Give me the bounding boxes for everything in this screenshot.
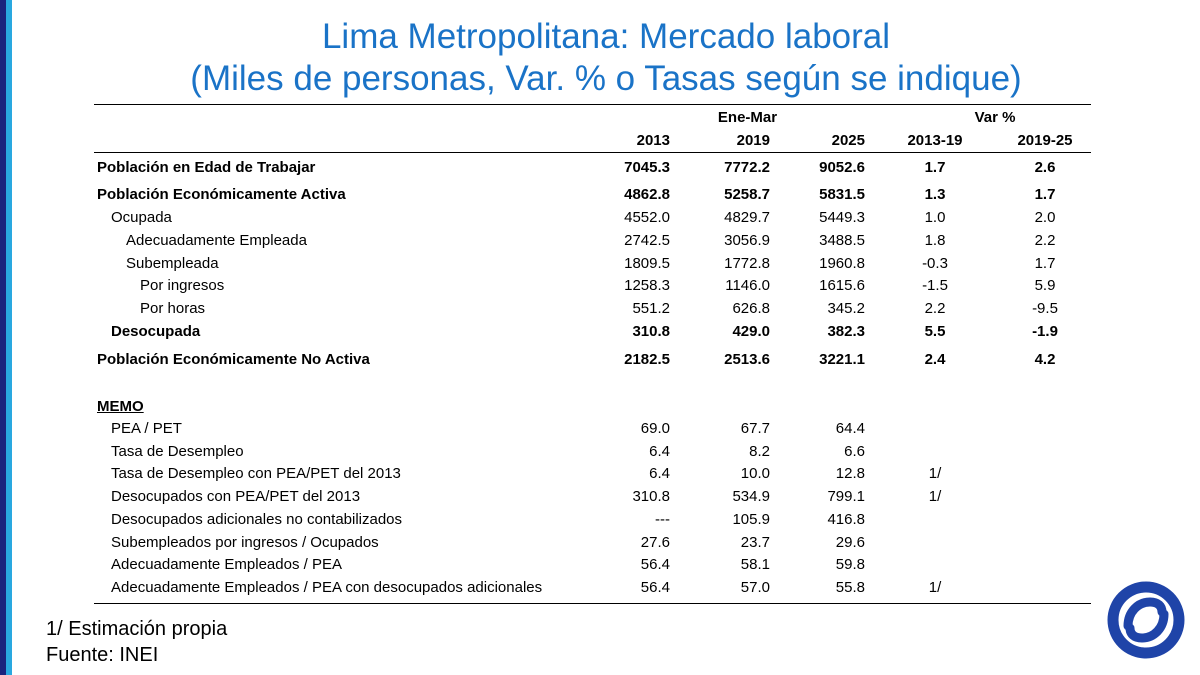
- cell: 4829.7: [724, 209, 770, 226]
- cell: 69.0: [640, 420, 670, 437]
- cell: 2.2: [924, 300, 946, 317]
- title-line-1: Lima Metropolitana: Mercado laboral: [321, 17, 891, 56]
- cell: 551.2: [632, 300, 670, 317]
- source-note: Fuente: INEI: [46, 644, 159, 666]
- cell: ---: [655, 511, 670, 528]
- cell: 2.2: [1034, 232, 1056, 249]
- row-label: Subempleada: [126, 255, 219, 272]
- row-label: Adecuadamente Empleados / PEA con desocupados adicionales: [111, 579, 543, 596]
- row-label: Población en Edad de Trabajar: [97, 159, 316, 176]
- title-line-2: (Miles de personas, Var. % o Tasas según se indique): [190, 59, 1022, 98]
- cell: 799.1: [827, 488, 865, 505]
- row-label: Desocupados con PEA/PET del 2013: [111, 488, 361, 505]
- cell: 4862.8: [624, 186, 670, 203]
- cell: 5.5: [924, 323, 946, 340]
- memo-row: [0, 463, 1200, 485]
- cell: 5449.3: [819, 209, 865, 226]
- cell: 27.6: [640, 534, 670, 551]
- cell: 58.1: [740, 556, 770, 573]
- cell: 57.0: [740, 579, 770, 596]
- row-label: Desocupada: [111, 323, 201, 340]
- row-label: PEA / PET: [111, 420, 182, 437]
- bcrp-logo-icon: [1106, 580, 1186, 660]
- cell: 1.0: [924, 209, 946, 226]
- cell: 105.9: [732, 511, 770, 528]
- cell: 1.3: [924, 186, 946, 203]
- cell: 1809.5: [624, 255, 670, 272]
- cell: 1/: [928, 488, 942, 505]
- slide-title: [12, 16, 1200, 100]
- cell: 2742.5: [624, 232, 670, 249]
- row-label: Adecuadamente Empleada: [126, 232, 307, 249]
- cell: 29.6: [835, 534, 865, 551]
- cell: 416.8: [827, 511, 865, 528]
- memo-heading-row: [0, 396, 1200, 418]
- row-label: Población Económicamente No Activa: [97, 351, 370, 368]
- cell: 2182.5: [624, 351, 670, 368]
- cell: 56.4: [640, 556, 670, 573]
- cell: 59.8: [835, 556, 865, 573]
- row-label: Tasa de Desempleo con PEA/PET del 2013: [111, 465, 401, 482]
- cell: 345.2: [827, 300, 865, 317]
- table-row: [0, 157, 1200, 179]
- cell: 67.7: [740, 420, 770, 437]
- cell: 3056.9: [724, 232, 770, 249]
- table-row: [0, 349, 1200, 371]
- cell: 64.4: [835, 420, 865, 437]
- memo-row: [0, 577, 1200, 599]
- header-col-2013: 2013: [636, 132, 670, 149]
- cell: -1.9: [1032, 323, 1058, 340]
- memo-row: [0, 441, 1200, 463]
- header-group-var: Var %: [974, 109, 1016, 126]
- table-row: [0, 207, 1200, 229]
- cell: 6.4: [649, 465, 670, 482]
- cell: 1.8: [924, 232, 946, 249]
- cell: 1615.6: [819, 277, 865, 294]
- cell: 8.2: [749, 443, 770, 460]
- cell: 1772.8: [724, 255, 770, 272]
- table-row: [0, 298, 1200, 320]
- cell: 23.7: [740, 534, 770, 551]
- table-row: [0, 230, 1200, 252]
- cell: 1960.8: [819, 255, 865, 272]
- cell: 55.8: [835, 579, 865, 596]
- memo-heading: MEMO: [97, 398, 144, 415]
- table-row: [0, 184, 1200, 206]
- cell: 2.0: [1034, 209, 1056, 226]
- cell: 2.6: [1034, 159, 1056, 176]
- table-bottom-rule: [94, 603, 1091, 604]
- cell: 12.8: [835, 465, 865, 482]
- header-col-2025: 2025: [831, 132, 865, 149]
- row-label: Población Económicamente Activa: [97, 186, 346, 203]
- cell: 1.7: [924, 159, 946, 176]
- cell: 9052.6: [819, 159, 865, 176]
- cell: 1258.3: [624, 277, 670, 294]
- cell: 3488.5: [819, 232, 865, 249]
- footnote: 1/ Estimación propia: [46, 618, 228, 640]
- cell: 3221.1: [819, 351, 865, 368]
- cell: 5258.7: [724, 186, 770, 203]
- header-group-ene-mar: Ene-Mar: [717, 109, 778, 126]
- cell: 626.8: [732, 300, 770, 317]
- cell: -1.5: [922, 277, 948, 294]
- cell: 10.0: [740, 465, 770, 482]
- cell: 6.6: [844, 443, 865, 460]
- table-row: [0, 321, 1200, 343]
- memo-row: [0, 486, 1200, 508]
- row-label: Tasa de Desempleo: [111, 443, 244, 460]
- memo-row: [0, 418, 1200, 440]
- cell: 534.9: [732, 488, 770, 505]
- memo-row: [0, 532, 1200, 554]
- cell: 1/: [928, 465, 942, 482]
- memo-row: [0, 554, 1200, 576]
- table-header-rule: [94, 152, 1091, 153]
- table-top-rule: [94, 104, 1091, 105]
- cell: 429.0: [732, 323, 770, 340]
- header-col-var-2013-19: 2013-19: [907, 132, 963, 149]
- cell: 6.4: [649, 443, 670, 460]
- row-label: Adecuadamente Empleados / PEA: [111, 556, 342, 573]
- table-row: [0, 275, 1200, 297]
- cell: 5831.5: [819, 186, 865, 203]
- row-label: Subempleados por ingresos / Ocupados: [111, 534, 379, 551]
- row-label: Desocupados adicionales no contabilizados: [111, 511, 403, 528]
- cell: 1146.0: [725, 277, 770, 294]
- cell: 56.4: [640, 579, 670, 596]
- cell: 7045.3: [624, 159, 670, 176]
- row-label: Por horas: [140, 300, 206, 317]
- cell: -9.5: [1032, 300, 1058, 317]
- header-col-2019: 2019: [736, 132, 770, 149]
- cell: 382.3: [827, 323, 865, 340]
- cell: 310.8: [632, 488, 670, 505]
- cell: 5.9: [1034, 277, 1056, 294]
- cell: 4552.0: [624, 209, 670, 226]
- cell: 310.8: [632, 323, 670, 340]
- cell: 1.7: [1034, 255, 1056, 272]
- cell: 2513.6: [724, 351, 770, 368]
- table-row: [0, 253, 1200, 275]
- cell: 4.2: [1034, 351, 1056, 368]
- cell: -0.3: [922, 255, 948, 272]
- row-label: Ocupada: [111, 209, 172, 226]
- cell: 1.7: [1034, 186, 1056, 203]
- memo-row: [0, 509, 1200, 531]
- row-label: Por ingresos: [140, 277, 225, 294]
- cell: 1/: [928, 579, 942, 596]
- header-col-var-2019-25: 2019-25: [1017, 132, 1073, 149]
- cell: 7772.2: [724, 159, 770, 176]
- cell: 2.4: [924, 351, 946, 368]
